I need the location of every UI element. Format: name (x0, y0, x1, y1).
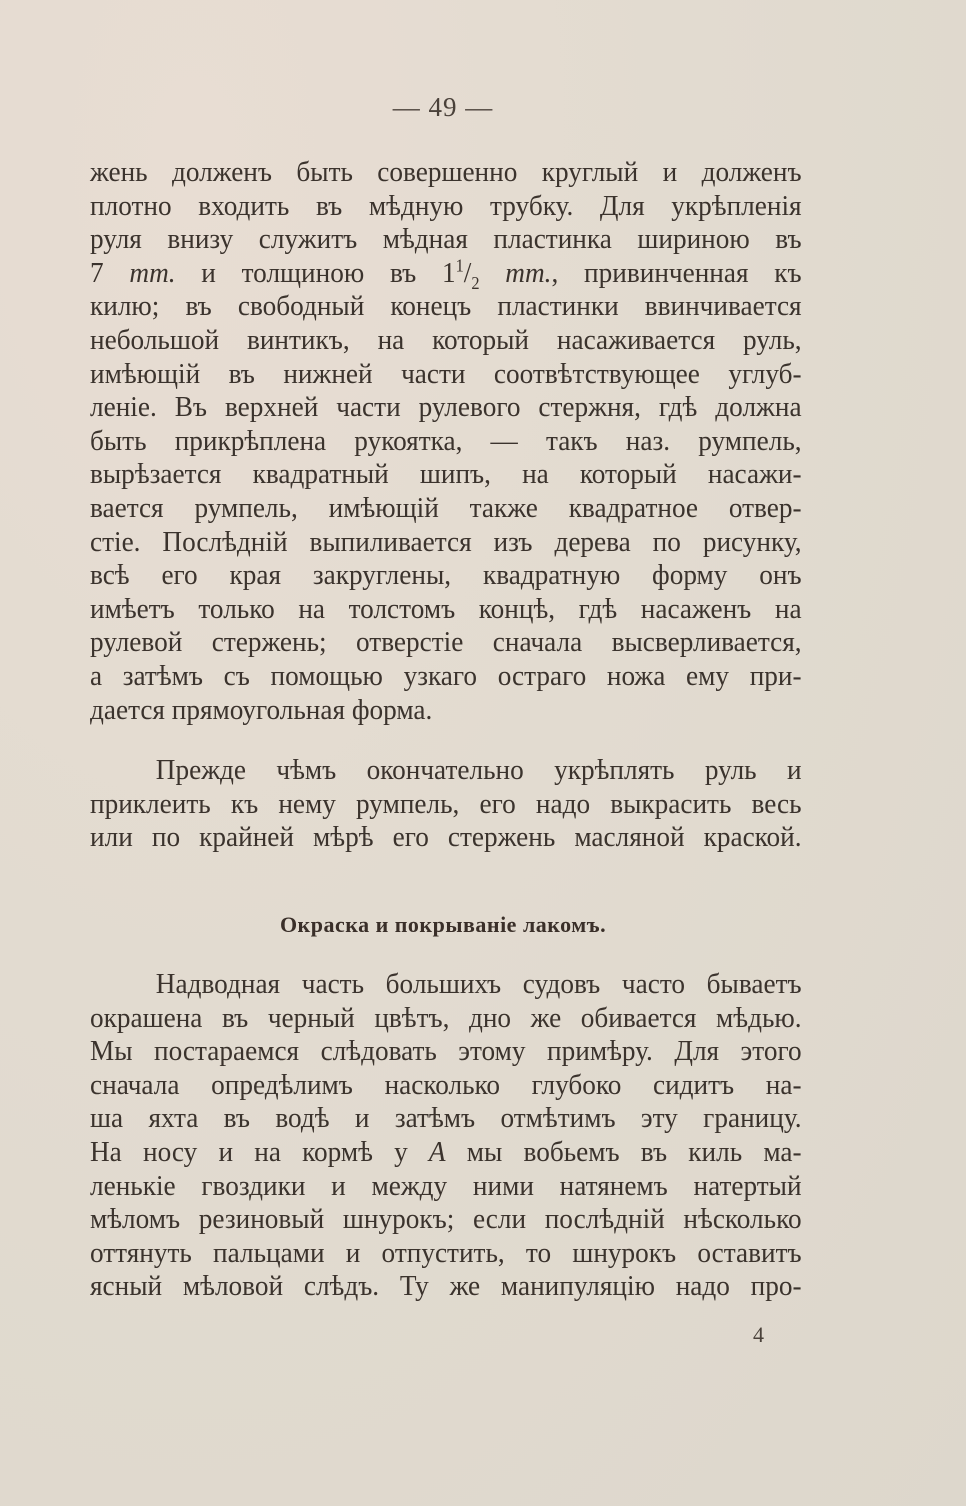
text-line: имѣетъ только на толстомъ концѣ, гдѣ насаженъ на (90, 592, 802, 625)
fraction-numerator: 1 (455, 255, 464, 276)
text-line: стіе. Послѣдній выпиливается изъ дерева по рисунку, (90, 525, 802, 558)
text-line: быть прикрѣплена рукоятка, — такъ наз. румпель, (90, 424, 802, 457)
text-line: леніе. Въ верхней части рулевого стержня, гдѣ должна (90, 391, 802, 424)
text-line: мѣломъ резиновый шнурокъ; если послѣдній нѣсколько (90, 1203, 802, 1236)
unit-mm: mm. (129, 256, 176, 289)
text-fragment: мы вобьемъ въ киль ма- (445, 1135, 802, 1168)
text-line: Прежде чѣмъ окончательно укрѣплять руль и (155, 754, 802, 786)
dimension-number: 7 (90, 256, 104, 289)
text-line: имѣющій въ нижней части соотвѣтствующее углуб- (90, 357, 802, 390)
text-fragment: , привинченная къ (551, 256, 802, 289)
text-line: приклеить къ нему румпель, его надо выкрасить весь (90, 787, 802, 820)
text-line: ясный мѣловой слѣдъ. Ту же манипуляцію надо про- (90, 1270, 802, 1303)
figure-reference-letter: A (428, 1135, 446, 1168)
text-line: руля внизу служитъ мѣдная пластинка шириною въ (90, 223, 802, 256)
text-line-dimensions: 7 mm. и толщиною въ $1^1/_2$ mm., привинченная къ (90, 255, 802, 293)
text-line: всѣ его края закруглены, квадратную форму онъ (90, 559, 802, 592)
text-line: жень долженъ быть совершенно круглый и долженъ (90, 156, 802, 188)
text-line: дается прямоугольная форма. (90, 693, 433, 726)
section-heading: Окраска и покрываніе лакомъ. (279, 912, 607, 937)
text-line: плотно входить въ мѣдную трубку. Для укрѣпленія (90, 189, 802, 222)
text-line: Мы постараемся слѣдовать этому примѣру. Для этого (90, 1035, 802, 1068)
text-line: или по крайней мѣрѣ его стержень масляной краской. (90, 821, 802, 854)
paragraph-rudder-mounting (90, 156, 802, 727)
text-line: вается румпель, имѣющій также квадратное отвер- (90, 491, 802, 524)
text-line: сначала опредѣлимъ насколько глубоко сидитъ на- (90, 1068, 802, 1101)
text-line: Надводная часть большихъ судовъ часто бываетъ (155, 968, 802, 1000)
fraction-denominator: 2 (471, 272, 480, 293)
page-number-top: — 49 — (392, 92, 494, 122)
fraction-slash: / (463, 256, 472, 289)
text-line: рулевой стержень; отверстіе сначала высверливается, (90, 626, 802, 659)
text-fragment: На носу и на кормѣ у (90, 1135, 429, 1168)
text-line: окрашена въ черный цвѣтъ, дно же обивается мѣдью. (90, 1001, 802, 1034)
text-line-with-figure-ref (90, 1136, 802, 1170)
text-line: ленькіе гвоздики и между ними натянемъ натертый (90, 1169, 802, 1202)
paragraph-hull-painting (90, 968, 802, 1304)
text-line: ша яхта въ водѣ и затѣмъ отмѣтимъ эту границу. (90, 1102, 802, 1135)
text-line: килю; въ свободный конецъ пластинки ввинчивается (90, 290, 802, 323)
unit-mm: mm. (505, 256, 552, 289)
text-line: небольшой винтикъ, на который насаживается руль, (90, 323, 802, 356)
paragraph-painting-before-mount (90, 754, 802, 855)
text-line: а затѣмъ съ помощью узкаго остраго ножа ему при- (90, 659, 802, 692)
signature-mark: 4 (753, 1322, 764, 1347)
text-line: вырѣзается квадратный шипъ, на который насажи- (90, 458, 802, 491)
text-line: оттянуть пальцами и отпустить, то шнурокъ оставитъ (90, 1236, 802, 1269)
